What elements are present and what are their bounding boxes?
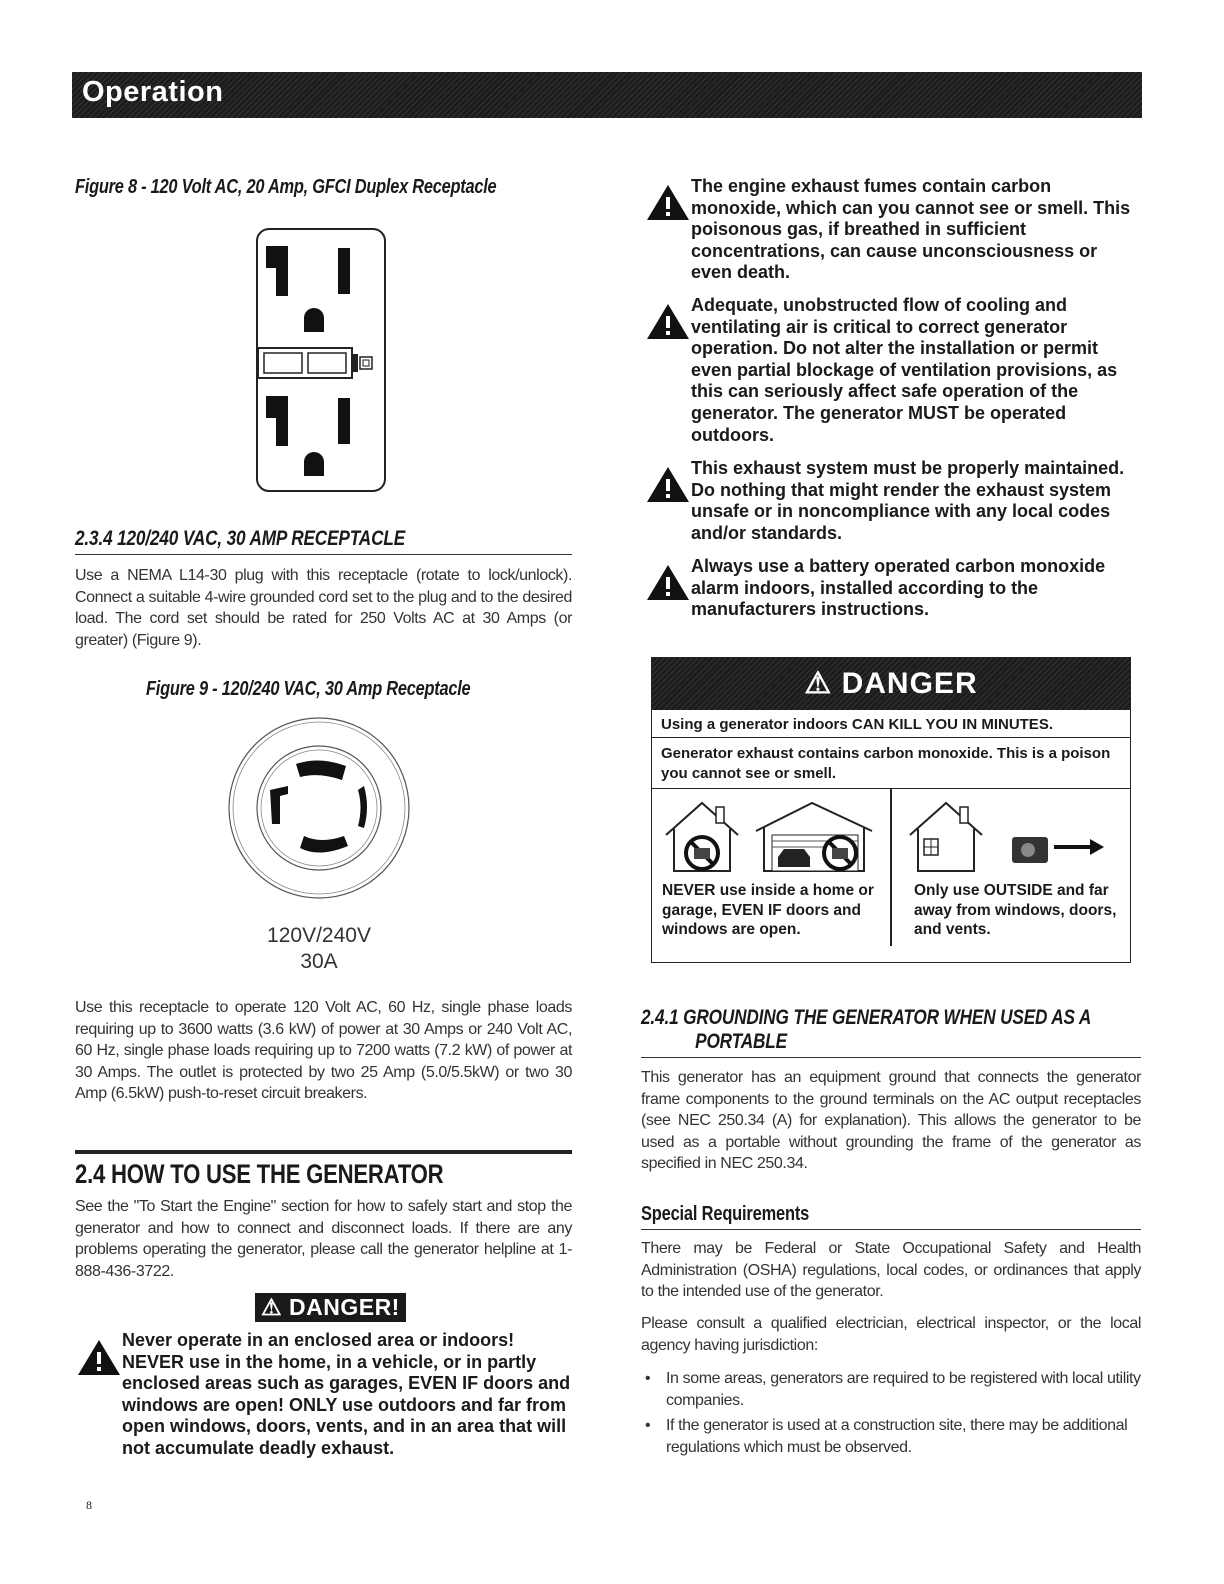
danger-box — [651, 657, 1131, 963]
figure-9-voltage-label: 120V/240V — [267, 924, 371, 947]
list-item: • In some areas, generators are required to be registered with local utility companies. — [641, 1368, 1141, 1411]
only-outside-text: Only use OUTSIDE and far away from windows, doors, and vents. — [914, 882, 1117, 938]
warning-triangle-icon — [646, 465, 690, 503]
section-2-4-1-heading-line1: 2.4.1 GROUNDING THE GENERATOR WHEN USED AS A — [641, 1006, 1092, 1029]
l14-30-receptacle-illustration — [222, 710, 416, 906]
danger-tag: ⚠ DANGER! — [255, 1293, 406, 1322]
special-requirements-text-2: Please consult a qualified electrician, electrical inspector, or the local agency having jurisdiction: — [641, 1315, 1141, 1354]
special-requirements-heading: Special Requirements — [641, 1203, 1141, 1230]
section-title: Operation — [82, 76, 224, 108]
no-indoor-use-pictogram — [660, 795, 884, 875]
warning-exhaust-system: This exhaust system must be properly maintained. Do nothing that might render the exhaust system unsafe or in noncompliance with any local codes and/or standards. — [691, 458, 1125, 543]
danger-box-line2: Generator exhaust contains carbon monoxide. This is a poison you cannot see or smell. — [652, 738, 1130, 789]
never-inside-text: NEVER use inside a home or garage, EVEN IF doors and windows are open. — [662, 882, 874, 938]
danger-box-line1: Using a generator indoors CAN KILL YOU IN MINUTES. — [652, 710, 1130, 738]
warning-ventilation: Adequate, unobstructed flow of cooling and ventilating air is critical to correct generator operation. Do not alter the installation or permit even partial blockage of ventilation provisions, as this can seriously affect safe operation of the generator. The generator MUST be operated outdoors. — [691, 295, 1118, 445]
section-2-4-1-text: This generator has an equipment ground that connects the generator frame components to the ground terminals on the AC output receptacles (see NEC 250.34 (A) for explanation). This allows the generator to be used as a portable without grounding the frame of the generator as specified in NEC 250.34. — [641, 1069, 1141, 1172]
list-item: • If the generator is used at a construction site, there may be additional regulations which must be observed. — [641, 1415, 1141, 1458]
section-2-4-heading: 2.4 HOW TO USE THE GENERATOR — [75, 1150, 572, 1190]
section-2-3-4-text: Use a NEMA L14-30 plug with this receptacle (rotate to lock/unlock). Connect a suitable 4-wire grounded cord set to the plug and to the desired load. The cord set should be rated for 250 Volts AC at 30 Amps (or greater) (Figure 9). — [75, 567, 572, 649]
section-2-3-4-heading: 2.3.4 120/240 VAC, 30 AMP RECEPTACLE — [75, 527, 572, 555]
special-requirements-text-1: There may be Federal or State Occupational Safety and Health Administration (OSHA) regulations, local codes, or ordinances that apply to the intended use of the generator. — [641, 1240, 1141, 1300]
section-2-4-text: See the "To Start the Engine" section for how to safely start and stop the generator and how to connect and disconnect loads. If there are any problems operating the generator, please call the generator helpline at 1-888-436-3722. — [75, 1198, 572, 1280]
receptacle-usage-text: Use this receptacle to operate 120 Volt AC, 60 Hz, single phase loads requiring up to 3600 watts (3.6 kW) of power at 30 Amps or 240 Volt AC, 60 Hz, single phase loads requiring up to 7200 watts (7.2 kW) of power at 30 Amps. The outlet is protected by two 25 Amp (5.0/5.5kW) or two 30 Amp (6.5kW) push-to-reset circuit breakers. — [75, 999, 572, 1102]
outside-only-pictogram — [904, 795, 1124, 875]
danger-box-title: ⚠ DANGER — [652, 658, 1130, 710]
danger-warning-text: Never operate in an enclosed area or indoors! NEVER use in the home, in a vehicle, or in partly enclosed areas such as garages, EVEN IF doors and windows are open! ONLY use outdoors and far from open windows, doors, vents, and in an area that will not accumulate deadly exhaust. — [122, 1330, 571, 1458]
warning-triangle-icon — [646, 563, 690, 601]
gfci-receptacle-illustration — [254, 226, 390, 494]
danger-box-pictograms — [652, 789, 1130, 946]
warning-triangle-icon — [646, 302, 690, 340]
warning-co-alarm: Always use a battery operated carbon monoxide alarm indoors, installed according to the manufacturers instructions. — [691, 556, 1106, 620]
figure-9-caption: Figure 9 - 120/240 VAC, 30 Amp Receptacle — [146, 678, 471, 700]
section-header-bar — [72, 72, 1142, 118]
warning-carbon-monoxide: The engine exhaust fumes contain carbon monoxide, which can you cannot see or smell. This poisonous gas, if breathed in sufficient concentrations, can cause unconsciousness or even death. — [691, 176, 1131, 283]
section-2-4-1-heading-line2: PORTABLE — [641, 1030, 1141, 1058]
page-number: 8 — [86, 1498, 92, 1512]
figure-8-caption: Figure 8 - 120 Volt AC, 20 Amp, GFCI Duplex Receptacle — [75, 176, 497, 198]
warning-triangle-icon — [77, 1338, 121, 1376]
requirements-bullet-list — [641, 1368, 1141, 1462]
warning-triangle-icon — [646, 183, 690, 221]
figure-9-amps-label: 30A — [300, 950, 338, 973]
